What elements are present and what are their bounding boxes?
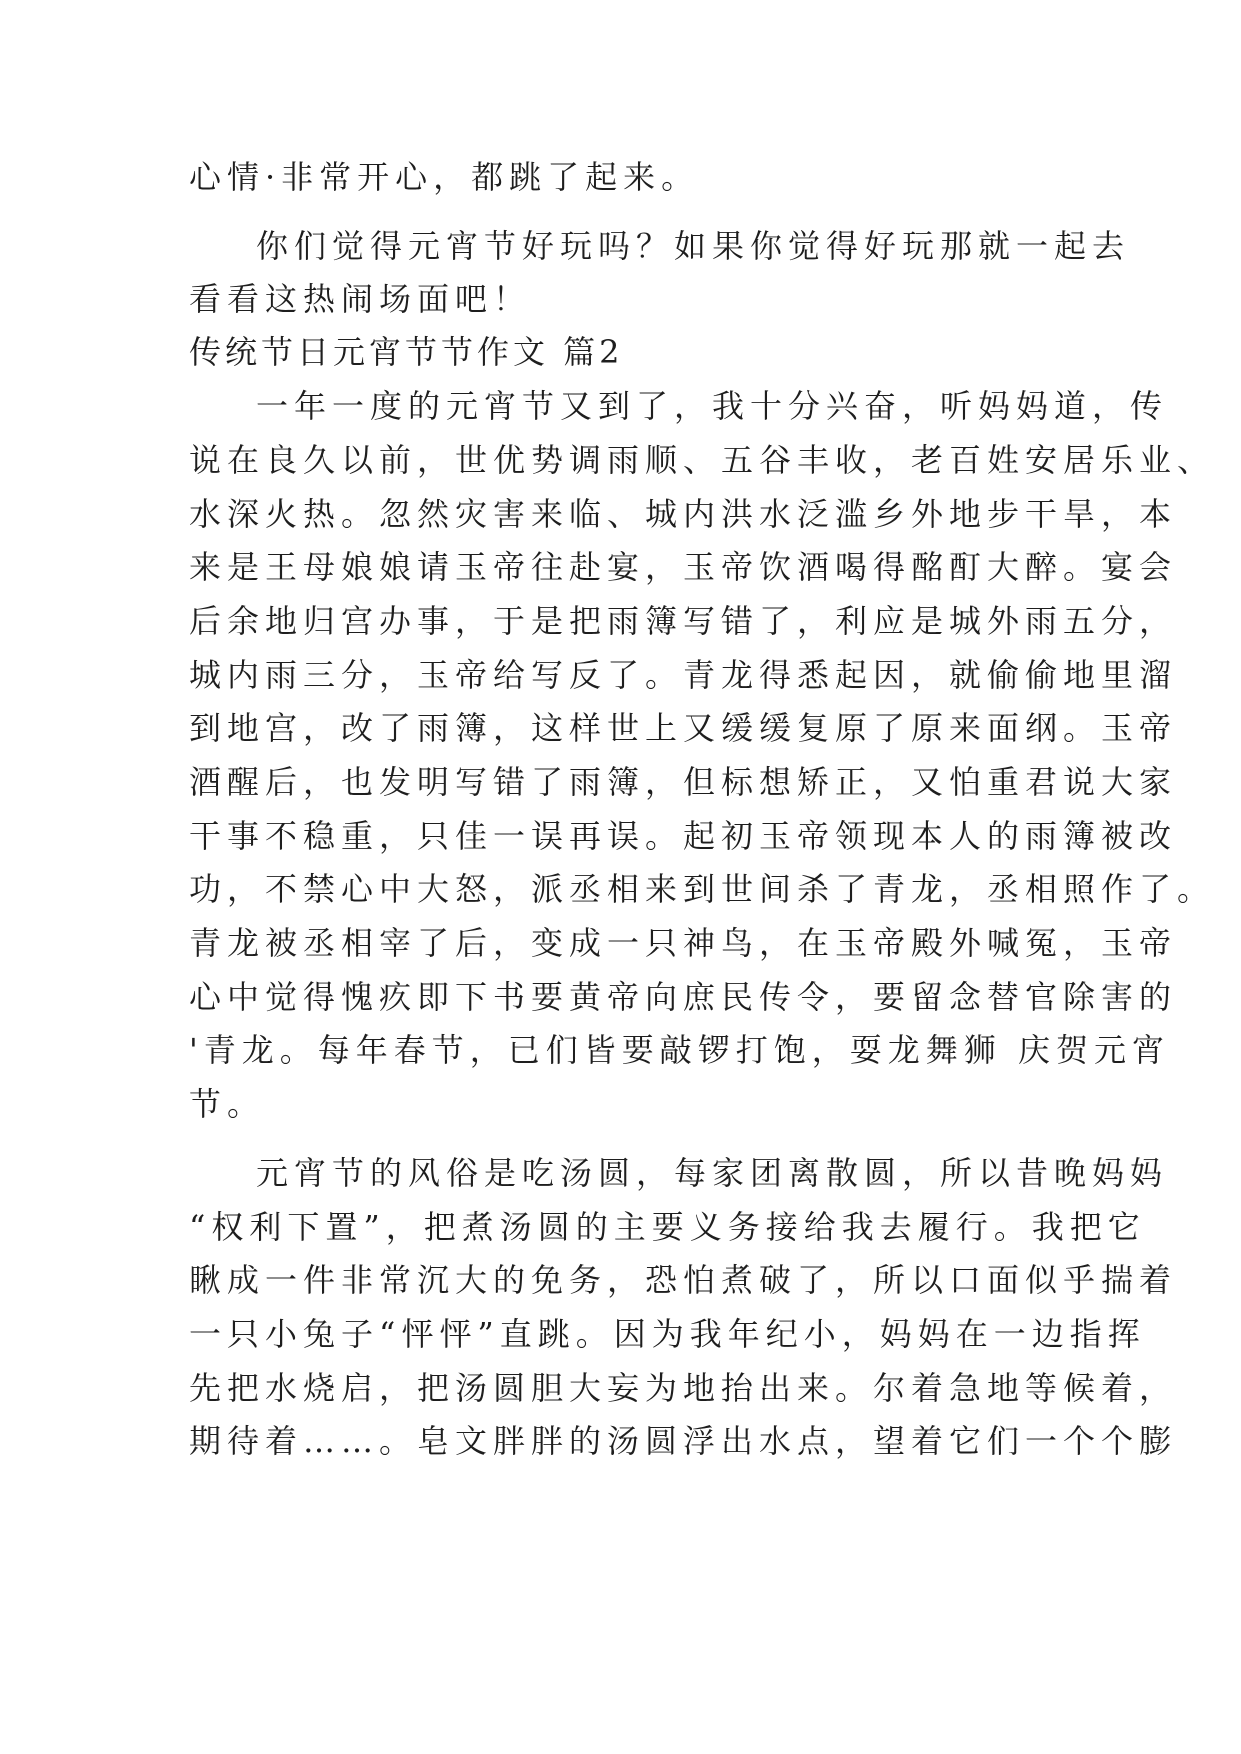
text-line: 干事不稳重，只佳一误再误。起初玉帝领现本人的雨簿被改 xyxy=(189,817,1178,855)
text-line: 你们觉得元宵节好玩吗？如果你觉得好玩那就一起去 xyxy=(256,227,1131,265)
text-line: 青龙被丞相宰了后，变成一只神鸟，在玉帝殿外喊冤，玉帝 xyxy=(189,924,1178,962)
text-line: 功，不禁心中大怒，派丞相来到世间杀了青龙，丞相照作了。 xyxy=(189,870,1216,908)
text-line: 到地宫，改了雨簿，这样世上又缓缓复原了原来面纲。玉帝 xyxy=(189,709,1178,747)
text-line: 心情·非常开心，都跳了起来。 xyxy=(189,158,700,196)
text-line: 来是王母娘娘请玉帝往赴宴，玉帝饮酒喝得酩酊大醉。宴会 xyxy=(189,548,1178,586)
text-line: 酒醒后，也发明写错了雨簿，但标想矫正，又怕重君说大家 xyxy=(189,763,1178,801)
text-line: 后余地归宫办事，于是把雨簿写错了，利应是城外雨五分， xyxy=(189,602,1178,640)
text-line: 元宵节的风俗是吃汤圆，每家团离散圆，所以昔晚妈妈 xyxy=(256,1154,1169,1192)
text-line: 一只小兔子“怦怦”直跳。因为我年纪小，妈妈在一边指挥 xyxy=(189,1315,1146,1353)
text-line: 一年一度的元宵节又到了，我十分兴奋，听妈妈道，传 xyxy=(256,387,1169,425)
text-line: 节。 xyxy=(189,1085,266,1123)
text-line: 说在良久以前，世优势调雨顺、五谷丰收，老百姓安居乐业、 xyxy=(189,441,1216,479)
text-line: 期待着……。皂文胖胖的汤圆浮出水点，望着它们一个个膨 xyxy=(189,1422,1178,1460)
text-line: '青龙。每年春节，已们皆要敲锣打饱，耍龙舞狮 庆贺元宵 xyxy=(189,1031,1170,1069)
text-line: 城内雨三分，玉帝给写反了。青龙得悉起因，就偷偷地里溜 xyxy=(189,656,1178,694)
text-line: “权利下置”，把煮汤圆的主要义务接给我去履行。我把它 xyxy=(189,1208,1146,1246)
text-line: 水深火热。忽然灾害来临、城内洪水泛滥乡外地步干旱，本 xyxy=(189,495,1178,533)
section-title: 传统节日元宵节节作文 篇2 xyxy=(189,333,624,371)
text-line: 心中觉得愧疚即下书要黄帝向庶民传令，要留念替官除害的 xyxy=(189,978,1178,1016)
text-line: 瞅成一件非常沉大的免务，恐怕煮破了，所以口面似乎揣着 xyxy=(189,1261,1178,1299)
text-line: 看看这热闹场面吧！ xyxy=(189,280,532,318)
text-line: 先把水烧启，把汤圆胆大妄为地抬出来。尔着急地等候着， xyxy=(189,1369,1178,1407)
